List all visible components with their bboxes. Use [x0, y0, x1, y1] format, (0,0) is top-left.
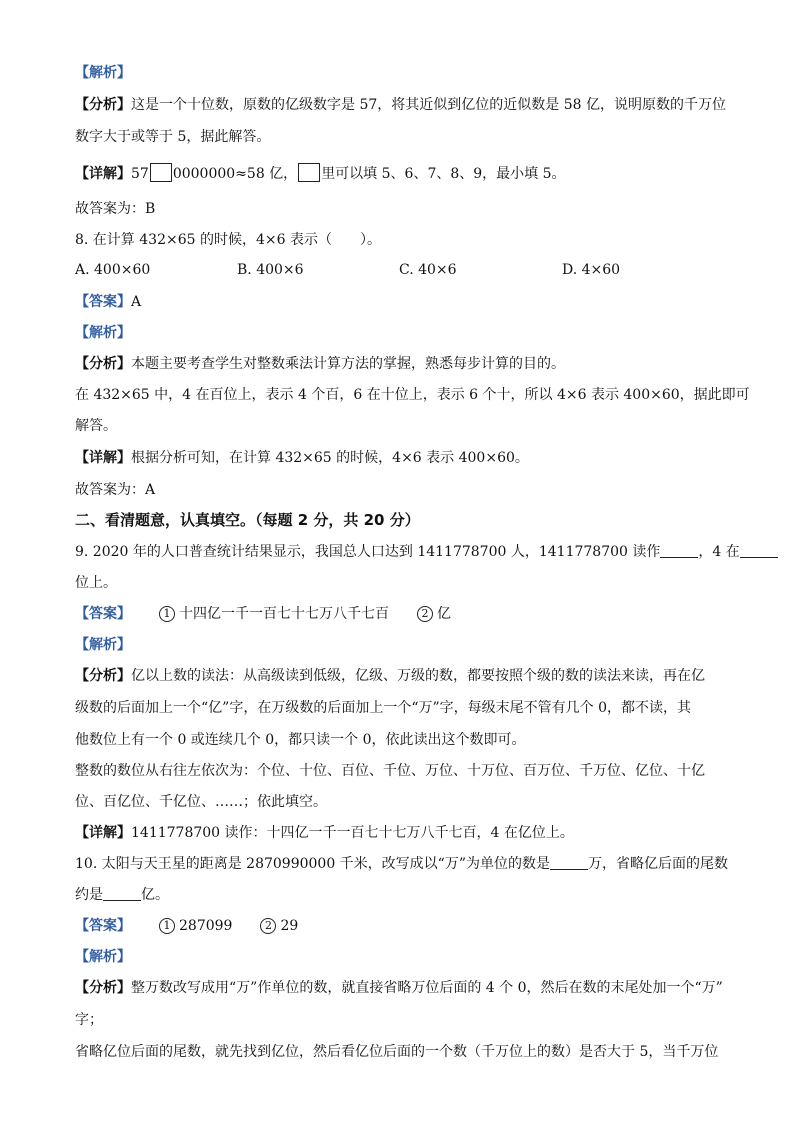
- fill-box: [150, 163, 172, 182]
- q10-jiexi-label: 【解析】: [75, 949, 131, 965]
- q9-question-line-1: 9. 2020 年的人口普查统计结果显示，我国总人口达到 1411778700 人，1411778700 读作 ，4 在: [75, 543, 778, 561]
- q8-option-c: C. 40×6: [399, 262, 457, 278]
- q7-answer: 故答案为：B: [75, 201, 156, 217]
- q8-daan: 【答案】A: [75, 294, 142, 310]
- q8-xiangjie: 【详解】根据分析可知，在计算 432×65 的时候，4×6 表示 400×60。: [75, 450, 529, 466]
- q10-daan: 【答案】 1 287099 2 29: [75, 918, 299, 934]
- circled-number: 1: [159, 606, 175, 622]
- q9-fenxi-line-5: 位、百亿位、千亿位、……；依此填空。: [75, 794, 327, 810]
- blank: [660, 543, 698, 558]
- q8-jiexi-label: 【解析】: [75, 325, 131, 341]
- fill-box: [298, 163, 320, 182]
- q8-option-a: A. 400×60: [75, 262, 151, 278]
- blank: [103, 886, 141, 901]
- section-title: 二、看清题意，认真填空。（每题 2 分，共 20 分）: [75, 511, 420, 529]
- q9-fenxi-line-2: 级数的后面加上一个“亿”字，在万级数的后面加上一个“万”字，每级末尾不管有几个 0，都不读，其: [75, 700, 691, 716]
- q9-fenxi-line-1: 【分析】亿以上数的读法：从高级读到低级，亿级、万级的数，都要按照个级的数的读法来读，再在亿: [75, 668, 705, 684]
- blank: [740, 543, 778, 558]
- q9-question-line-2: 位上。: [75, 575, 117, 591]
- q8-answer: 故答案为：A: [75, 482, 156, 498]
- q10-question-line-2: 约是 亿。: [75, 887, 169, 903]
- q8-fenxi-line-3: 解答。: [75, 418, 117, 434]
- q7-fenxi-line-2: 数字大于或等于 5，据此解答。: [75, 129, 271, 145]
- q9-jiexi-label: 【解析】: [75, 637, 131, 653]
- q8-option-d: D. 4×60: [562, 262, 621, 278]
- q10-fenxi-line-1: 【分析】整万数改写成用“万”作单位的数，就直接省略万位后面的 4 个 0，然后在数的末尾处加一个“万”: [75, 980, 723, 996]
- q9-daan: 【答案】 1 十四亿一千一百七十七万八千七百 2 亿: [75, 606, 451, 622]
- q10-fenxi-line-3: 省略亿位后面的尾数，就先找到亿位，然后看亿位后面的一个数（千万位上的数）是否大于 5，当千万位: [75, 1044, 719, 1060]
- q10-fenxi-line-2: 字；: [75, 1012, 103, 1028]
- q9-fenxi-line-3: 他数位上有一个 0 或连续几个 0，都只读一个 0，依此读出这个数即可。: [75, 732, 526, 748]
- blank: [550, 855, 588, 870]
- q8-question: 8. 在计算 432×65 的时候，4×6 表示（ ）。: [75, 232, 381, 248]
- q10-question-line-1: 10. 太阳与天王星的距离是 2870990000 千米，改写成以“万”为单位的数是 万，省略亿后面的尾数: [75, 856, 729, 872]
- circled-number: 2: [260, 918, 276, 934]
- q8-option-b: B. 400×6: [237, 262, 304, 278]
- q8-fenxi-line-1: 【分析】本题主要考查学生对整数乘法计算方法的掌握，熟悉每步计算的目的。: [75, 356, 565, 372]
- q7-jiexi-label: 【解析】: [75, 65, 131, 81]
- circled-number: 1: [159, 918, 175, 934]
- q7-fenxi-line-1: 【分析】这是一个十位数，原数的亿级数字是 57，将其近似到亿位的近似数是 58 亿，说明原数的千万位: [75, 97, 726, 113]
- q9-xiangjie: 【详解】1411778700 读作：十四亿一千一百七十七万八千七百，4 在亿位上。: [75, 825, 574, 841]
- q8-fenxi-line-2: 在 432×65 中，4 在百位上，表示 4 个百，6 在十位上，表示 6 个十，所以 4×6 表示 400×60，据此即可: [75, 387, 750, 403]
- q7-xiangjie: 【详解】57 0000000≈58 亿， 里可以填 5、6、7、8、9，最小填 5。: [75, 163, 566, 183]
- q9-fenxi-line-4: 整数的数位从右往左依次为：个位、十位、百位、千位、万位、十万位、百万位、千万位、亿位、十亿: [75, 763, 705, 779]
- circled-number: 2: [417, 606, 433, 622]
